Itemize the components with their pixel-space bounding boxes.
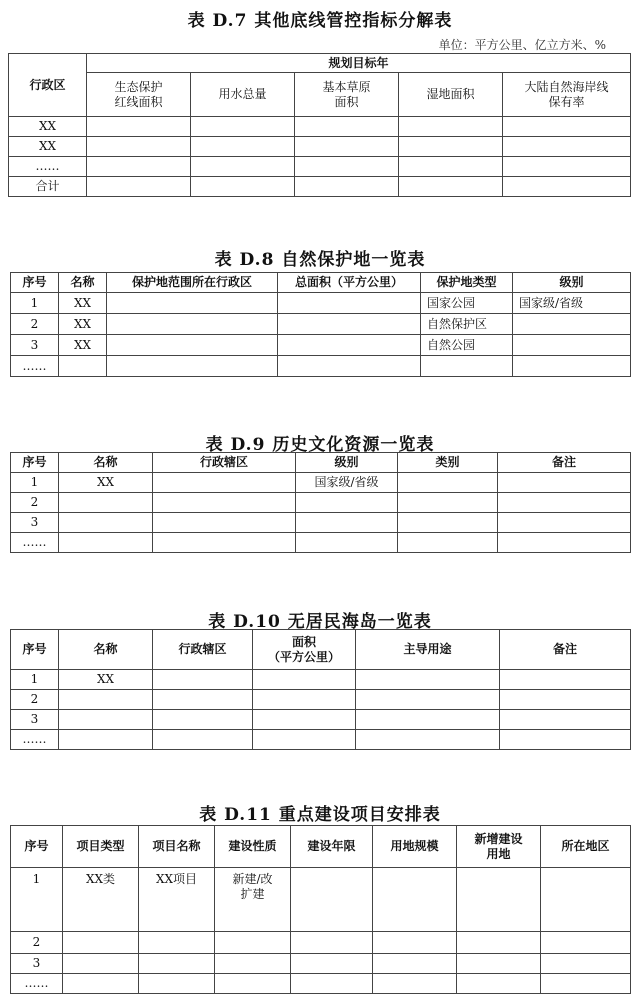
d11-header-5: 用地规模 [373, 826, 457, 868]
table-row [11, 670, 631, 690]
d9-cell [498, 493, 631, 513]
d10-header-5: 备注 [500, 630, 631, 670]
d11-cell [139, 954, 215, 974]
d10-cell: …… [11, 730, 59, 750]
d10-cell [253, 690, 356, 710]
d7-cell [399, 137, 503, 157]
table-row [11, 513, 631, 533]
d7-cell [191, 137, 295, 157]
d9-cell [398, 493, 498, 513]
d11-header-0: 序号 [11, 826, 63, 868]
d11-cell [63, 974, 139, 994]
table-row [11, 868, 631, 932]
d10-cell [356, 690, 500, 710]
d7-cell [191, 177, 295, 197]
d11-cell: 2 [11, 932, 63, 954]
d8-cell [107, 293, 278, 314]
d11-cell: 新建/改 扩建 [215, 868, 291, 932]
d10-cell [153, 710, 253, 730]
table-row [11, 293, 631, 314]
d10-cell [253, 730, 356, 750]
d8-header-4: 保护地类型 [421, 273, 513, 293]
d9-cell [59, 493, 153, 513]
d9-header-0: 序号 [11, 453, 59, 473]
d11-cell [139, 974, 215, 994]
d10-cell [253, 710, 356, 730]
d9-cell [153, 533, 296, 553]
d9-cell [153, 473, 296, 493]
d10-cell: 3 [11, 710, 59, 730]
d11-header-2: 项目名称 [139, 826, 215, 868]
d8-cell: 国家公园 [421, 293, 513, 314]
d8-cell: 自然公园 [421, 335, 513, 356]
d9-header-3: 级别 [296, 453, 398, 473]
d7-cell [87, 177, 191, 197]
d11-cell [291, 868, 373, 932]
d11-cell: XX项目 [139, 868, 215, 932]
d10-cell [500, 710, 631, 730]
d10-cell: XX [59, 670, 153, 690]
table-d7 [8, 53, 631, 197]
d7-cell [399, 157, 503, 177]
d8-cell [278, 335, 421, 356]
d7-cell [503, 157, 631, 177]
d8-cell [107, 335, 278, 356]
d9-cell: 1 [11, 473, 59, 493]
d9-cell [398, 473, 498, 493]
table-d10 [10, 629, 631, 750]
d10-cell: 1 [11, 670, 59, 690]
d9-cell: 3 [11, 513, 59, 533]
d8-header-0: 序号 [11, 273, 59, 293]
d8-cell [278, 293, 421, 314]
table-d8-title: 表 D.8 自然保护地一览表 [214, 250, 426, 270]
d10-header-0: 序号 [11, 630, 59, 670]
d8-cell [59, 356, 107, 377]
d11-cell: 1 [11, 868, 63, 932]
d11-cell [541, 868, 631, 932]
d8-cell [513, 335, 631, 356]
d11-cell [457, 974, 541, 994]
d7-header-group: 规划目标年 [87, 54, 631, 73]
d11-cell [373, 974, 457, 994]
d8-cell: XX [59, 335, 107, 356]
d8-header-2: 保护地范围所在行政区 [107, 273, 278, 293]
table-row [11, 710, 631, 730]
d8-cell [421, 356, 513, 377]
d7-cell [399, 117, 503, 137]
d11-cell [63, 954, 139, 974]
d10-cell [59, 710, 153, 730]
d11-cell [373, 932, 457, 954]
d11-header-4: 建设年限 [291, 826, 373, 868]
d8-cell: 国家级/省级 [513, 293, 631, 314]
d11-cell [457, 932, 541, 954]
table-row [11, 730, 631, 750]
d7-cell [295, 177, 399, 197]
d8-header-5: 级别 [513, 273, 631, 293]
table-row [9, 117, 631, 137]
d8-cell: 自然保护区 [421, 314, 513, 335]
table-row [11, 335, 631, 356]
d9-header-2: 行政辖区 [153, 453, 296, 473]
d9-cell [296, 513, 398, 533]
d11-header-1: 项目类型 [63, 826, 139, 868]
table-d7-title: 表 D.7 其他底线管控指标分解表 [187, 11, 453, 31]
table-row [11, 493, 631, 513]
d8-cell: 1 [11, 293, 59, 314]
d9-cell [498, 533, 631, 553]
d9-cell [398, 513, 498, 533]
d9-cell: 国家级/省级 [296, 473, 398, 493]
d10-cell [153, 730, 253, 750]
d7-cell [295, 157, 399, 177]
d9-cell [498, 513, 631, 533]
d7-col-header-3: 湿地面积 [399, 73, 503, 117]
d9-cell [498, 473, 631, 493]
d11-cell [373, 954, 457, 974]
table-row [11, 974, 631, 994]
table-row [9, 137, 631, 157]
d9-cell [153, 513, 296, 533]
d11-cell [457, 954, 541, 974]
d7-cell [503, 177, 631, 197]
table-row [11, 356, 631, 377]
d7-col-header-1: 用水总量 [191, 73, 295, 117]
d8-cell [107, 356, 278, 377]
table-row [11, 954, 631, 974]
d11-header-6: 新增建设 用地 [457, 826, 541, 868]
d8-header-1: 名称 [59, 273, 107, 293]
table-d11 [10, 825, 631, 994]
d9-cell [59, 533, 153, 553]
d10-cell [500, 730, 631, 750]
d7-row-region: …… [9, 157, 87, 177]
d10-header-2: 行政辖区 [153, 630, 253, 670]
table-d10-title: 表 D.10 无居民海岛一览表 [208, 612, 432, 632]
d10-header-4: 主导用途 [356, 630, 500, 670]
d10-cell [500, 690, 631, 710]
d11-cell [291, 932, 373, 954]
d11-cell [541, 954, 631, 974]
d10-cell: 2 [11, 690, 59, 710]
d7-header-region: 行政区 [9, 54, 87, 117]
d10-cell [59, 690, 153, 710]
d10-cell [253, 670, 356, 690]
d8-cell [107, 314, 278, 335]
table-d9-title: 表 D.9 历史文化资源一览表 [205, 435, 435, 455]
d10-header-1: 名称 [59, 630, 153, 670]
d10-cell [500, 670, 631, 690]
d10-cell [153, 670, 253, 690]
d11-cell [541, 974, 631, 994]
table-d8 [10, 272, 631, 377]
d11-cell [215, 974, 291, 994]
d7-cell [295, 117, 399, 137]
d7-col-header-4: 大陆自然海岸线 保有率 [503, 73, 631, 117]
d10-cell [356, 730, 500, 750]
d11-cell: …… [11, 974, 63, 994]
d7-cell [87, 117, 191, 137]
d9-header-5: 备注 [498, 453, 631, 473]
d8-cell: XX [59, 293, 107, 314]
d9-cell [153, 493, 296, 513]
d9-cell [59, 513, 153, 533]
table-row [9, 177, 631, 197]
table-row [11, 932, 631, 954]
d11-cell [139, 932, 215, 954]
d8-cell: 2 [11, 314, 59, 335]
d9-cell: 2 [11, 493, 59, 513]
d7-col-header-0: 生态保护 红线面积 [87, 73, 191, 117]
d7-cell [191, 157, 295, 177]
d11-cell: 3 [11, 954, 63, 974]
d7-cell [503, 137, 631, 157]
d8-cell: XX [59, 314, 107, 335]
d11-cell [291, 974, 373, 994]
d7-cell [191, 117, 295, 137]
d7-cell [503, 117, 631, 137]
d11-header-7: 所在地区 [541, 826, 631, 868]
d8-cell: 3 [11, 335, 59, 356]
d8-header-3: 总面积（平方公里） [278, 273, 421, 293]
d8-cell [513, 356, 631, 377]
d10-header-3: 面积 （平方公里） [253, 630, 356, 670]
d9-cell [296, 533, 398, 553]
d11-cell [215, 932, 291, 954]
d11-cell [541, 932, 631, 954]
d9-header-1: 名称 [59, 453, 153, 473]
d11-cell [291, 954, 373, 974]
d10-cell [153, 690, 253, 710]
d9-header-4: 类别 [398, 453, 498, 473]
table-row [11, 314, 631, 335]
d9-cell: …… [11, 533, 59, 553]
d10-cell [356, 670, 500, 690]
table-d7-unit: 单位：平方公里、亿立方米、% [438, 38, 606, 52]
d9-cell [398, 533, 498, 553]
d7-cell [399, 177, 503, 197]
d7-cell [87, 157, 191, 177]
table-row [11, 533, 631, 553]
table-row [9, 157, 631, 177]
d9-cell [296, 493, 398, 513]
table-d11-title: 表 D.11 重点建设项目安排表 [199, 805, 441, 825]
d7-col-header-2: 基本草原 面积 [295, 73, 399, 117]
d10-cell [356, 710, 500, 730]
d8-cell [278, 314, 421, 335]
d7-row-region: XX [9, 137, 87, 157]
d11-cell [215, 954, 291, 974]
table-d9 [10, 452, 631, 553]
d8-cell [278, 356, 421, 377]
d11-cell [457, 868, 541, 932]
d9-cell: XX [59, 473, 153, 493]
d11-header-3: 建设性质 [215, 826, 291, 868]
table-row [11, 690, 631, 710]
d11-cell: XX类 [63, 868, 139, 932]
d8-cell [513, 314, 631, 335]
d8-cell: …… [11, 356, 59, 377]
d7-row-region: XX [9, 117, 87, 137]
d7-cell [295, 137, 399, 157]
d11-cell [63, 932, 139, 954]
d10-cell [59, 730, 153, 750]
table-row [11, 473, 631, 493]
d7-cell [87, 137, 191, 157]
d7-row-region: 合计 [9, 177, 87, 197]
d11-cell [373, 868, 457, 932]
